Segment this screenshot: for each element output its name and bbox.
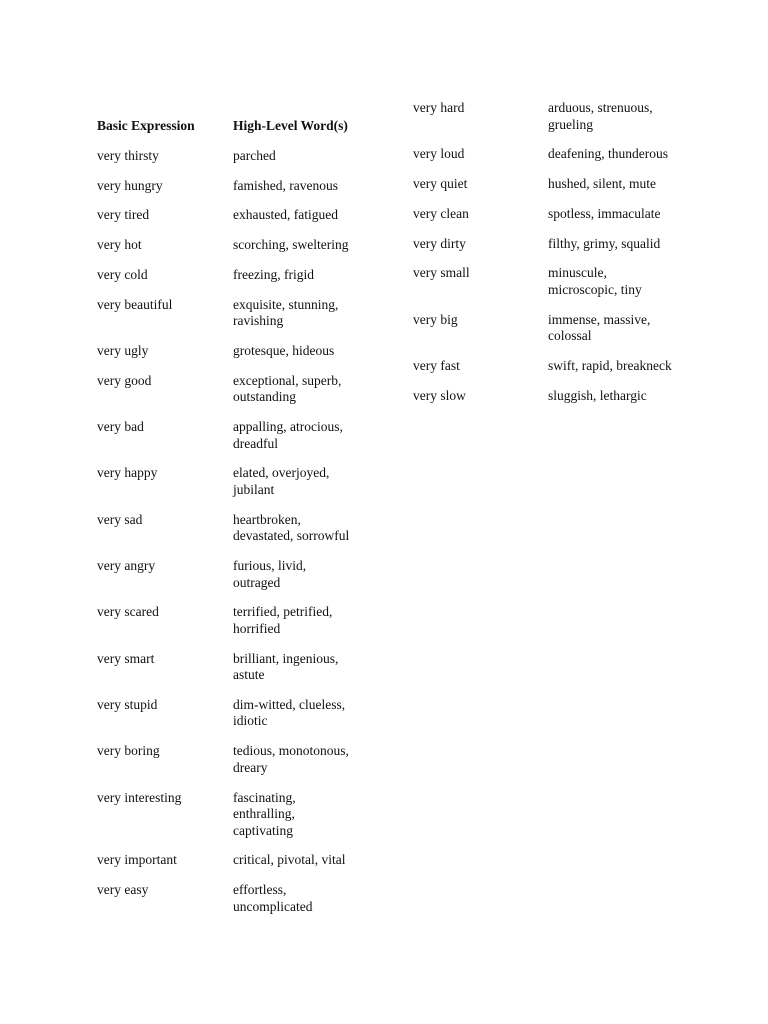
table-row: [413, 236, 713, 253]
table-row: [97, 697, 397, 730]
high-level-words-cell: heartbroken, devastated, sorrowful: [233, 511, 350, 544]
table-row: [97, 343, 397, 360]
basic-expression-cell: very small: [413, 265, 470, 281]
right-column: [413, 100, 713, 418]
basic-expression-cell: very scared: [97, 604, 159, 620]
high-level-words-cell: immense, massive, colossal: [548, 311, 651, 344]
high-level-words-cell: brilliant, ingenious, astute: [233, 650, 339, 683]
left-column: [97, 118, 397, 928]
high-level-words-cell: freezing, frigid: [233, 266, 314, 282]
basic-expression-cell: very boring: [97, 743, 160, 759]
table-row: [97, 651, 397, 684]
high-level-words-cell: parched: [233, 147, 276, 163]
high-level-words-cell: spotless, immaculate: [548, 205, 661, 221]
table-row: [97, 790, 397, 840]
table-row: [97, 207, 397, 224]
basic-expression-cell: very big: [413, 311, 458, 327]
high-level-words-cell: hushed, silent, mute: [548, 176, 656, 192]
table-row: [97, 743, 397, 776]
high-level-words-cell: effortless, uncomplicated: [233, 882, 313, 914]
table-row: [97, 267, 397, 284]
basic-expression-cell: very hard: [413, 100, 465, 115]
basic-expression-cell: very sad: [97, 511, 143, 527]
high-level-words-cell: scorching, sweltering: [233, 237, 349, 253]
table-row: [97, 465, 397, 498]
table-row: [97, 558, 397, 591]
basic-expression-cell: very interesting: [97, 789, 182, 805]
table-row: [97, 178, 397, 195]
basic-expression-cell: very bad: [97, 419, 144, 435]
basic-expression-cell: very smart: [97, 650, 155, 666]
high-level-words-cell: furious, livid, outraged: [233, 558, 307, 590]
high-level-words-cell: famished, ravenous: [233, 177, 338, 193]
table-row: [97, 882, 397, 915]
table-row: [97, 604, 397, 637]
high-level-words-cell: exquisite, stunning, ravishing: [233, 296, 339, 329]
high-level-words-cell: swift, rapid, breakneck: [548, 358, 672, 374]
basic-expression-cell: very clean: [413, 205, 469, 221]
basic-expression-cell: very beautiful: [97, 296, 173, 312]
basic-expression-cell: very hot: [97, 237, 142, 253]
high-level-words-cell: arduous, strenuous, grueling: [548, 100, 653, 132]
high-level-words-cell: sluggish, lethargic: [548, 387, 647, 403]
high-level-words-cell: dim-witted, clueless, idiotic: [233, 696, 346, 729]
high-level-words-cell: grotesque, hideous: [233, 343, 335, 359]
high-level-words-cell: elated, overjoyed, jubilant: [233, 465, 330, 497]
table-row: [97, 237, 397, 254]
basic-expression-cell: very thirsty: [97, 147, 159, 163]
table-row: [413, 146, 713, 163]
table-row: [413, 358, 713, 375]
basic-expression-cell: very good: [97, 372, 152, 388]
high-level-words-cell: tedious, monotonous, dreary: [233, 743, 349, 775]
basic-expression-cell: very important: [97, 852, 177, 868]
basic-expression-cell: very happy: [97, 465, 158, 481]
basic-expression-cell: very easy: [97, 882, 149, 898]
high-level-words-cell: deafening, thunderous: [548, 146, 668, 162]
table-header: [97, 118, 397, 135]
table-row: [413, 312, 713, 345]
table-row: [413, 388, 713, 405]
basic-expression-cell: very dirty: [413, 235, 466, 251]
high-level-words-cell: minuscule, microscopic, tiny: [548, 265, 642, 297]
table-row: [97, 852, 397, 869]
table-row: [97, 512, 397, 545]
high-level-words-cell: filthy, grimy, squalid: [548, 235, 661, 251]
basic-expression-cell: very angry: [97, 558, 156, 574]
table-row: [413, 100, 713, 133]
table-row: [97, 297, 397, 330]
table-row: [97, 148, 397, 165]
header-high-level-words: High-Level Word(s): [233, 118, 348, 133]
basic-expression-cell: very hungry: [97, 177, 163, 193]
table-row: [97, 373, 397, 406]
table-row: [413, 206, 713, 223]
high-level-words-cell: appalling, atrocious, dreadful: [233, 419, 343, 451]
high-level-words-cell: exhausted, fatigued: [233, 207, 338, 223]
table-row: [413, 265, 713, 298]
high-level-words-cell: exceptional, superb, outstanding: [233, 372, 342, 405]
basic-expression-cell: very loud: [413, 146, 465, 162]
high-level-words-cell: fascinating, enthralling, captivating: [233, 789, 296, 838]
header-basic-expression: Basic Expression: [97, 118, 195, 133]
basic-expression-cell: very cold: [97, 266, 148, 282]
basic-expression-cell: very stupid: [97, 696, 158, 712]
basic-expression-cell: very fast: [413, 358, 460, 374]
table-row: [97, 419, 397, 452]
basic-expression-cell: very ugly: [97, 343, 149, 359]
basic-expression-cell: very tired: [97, 207, 150, 223]
high-level-words-cell: critical, pivotal, vital: [233, 852, 346, 868]
high-level-words-cell: terrified, petrified, horrified: [233, 604, 333, 636]
table-row: [413, 176, 713, 193]
basic-expression-cell: very quiet: [413, 176, 468, 192]
basic-expression-cell: very slow: [413, 387, 466, 403]
